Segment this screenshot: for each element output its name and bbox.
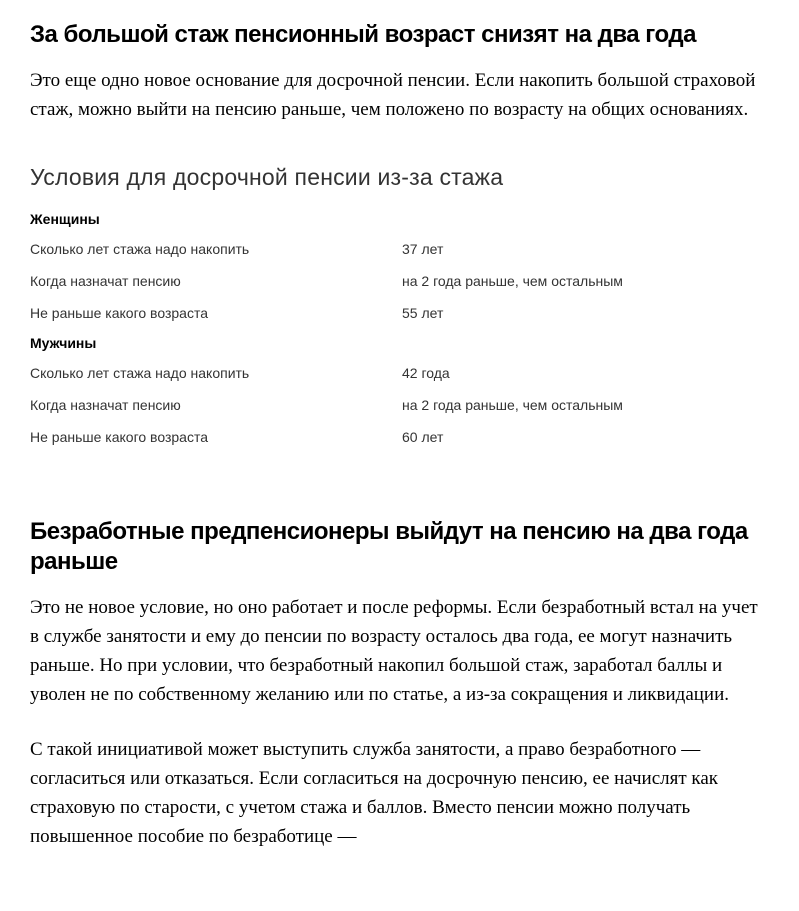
conditions-section (30, 162, 769, 453)
table-row-label: Когда назначат пенсию (30, 397, 181, 413)
table-row-value: 60 лет (402, 429, 444, 445)
table-row (30, 265, 769, 297)
table-row-value: 55 лет (402, 305, 444, 321)
table-row (30, 421, 769, 453)
section2-paragraph-1: Это не новое условие, но оно работает и после реформы. Если безработный встал на учет в службе занятости и ему до пенсии по возрасту осталось два года, ее могут назначить раньше. Но при условии, что безработный накопил большой стаж, заработал баллы и уволен не по собственному желанию или по статье, а из-за сокращения и ликвидации. (30, 597, 758, 705)
table-row-label: Не раньше какого возраста (30, 305, 208, 321)
section2-paragraph-2: С такой инициативой может выступить служба занятости, а право безработного — согласиться или отказаться. Если согласиться на досрочную пенсию, ее начислят как страховую по старости, с учетом стажа и баллов. Вместо пенсии можно получать повышенное пособие по безработице — (30, 739, 719, 847)
section1-heading: За большой стаж пенсионный возраст снизят на два года (30, 21, 696, 48)
table-row-label: Не раньше какого возраста (30, 429, 208, 445)
table-row-label: Когда назначат пенсию (30, 273, 181, 289)
table-row-value: 42 года (402, 365, 450, 381)
section2-heading: Безработные предпенсионеры выйдут на пенсию на два года раньше (30, 518, 748, 575)
table-row-value: на 2 года раньше, чем остальным (402, 273, 623, 289)
table-row-value: 37 лет (402, 241, 444, 257)
table-group-title-men: Мужчины (30, 335, 97, 351)
table-row (30, 233, 769, 265)
table-row-label: Сколько лет стажа надо накопить (30, 241, 250, 257)
table-row-label: Сколько лет стажа надо накопить (30, 365, 250, 381)
table-row (30, 297, 769, 329)
conditions-table (30, 205, 769, 453)
table-row (30, 357, 769, 389)
table-group-title-women: Женщины (30, 211, 100, 227)
section1-paragraph: Это еще одно новое основание для досрочной пенсии. Если накопить большой страховой стаж, можно выйти на пенсию раньше, чем положено по возрасту на общих основаниях. (30, 70, 756, 120)
table-row-value: на 2 года раньше, чем остальным (402, 397, 623, 413)
conditions-subheading: Условия для досрочной пенсии из-за стажа (30, 164, 504, 190)
table-row (30, 389, 769, 421)
